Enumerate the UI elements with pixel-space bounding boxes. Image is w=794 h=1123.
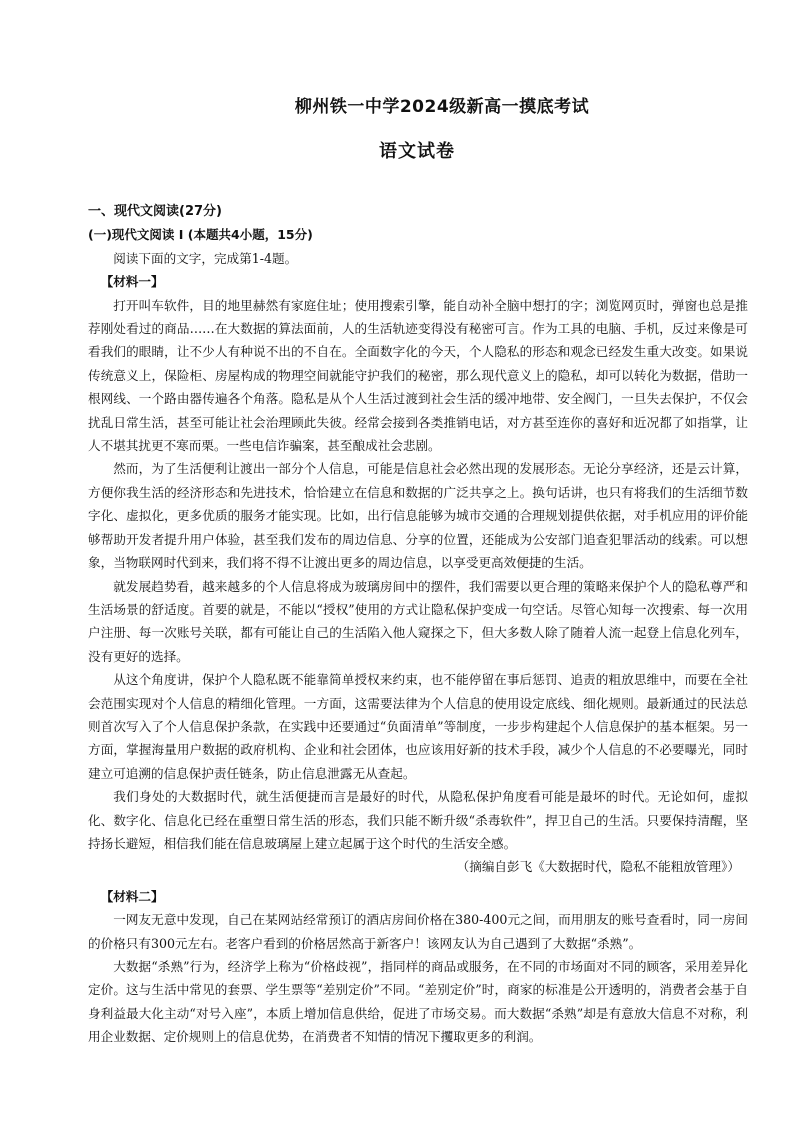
material-1-paragraph: 打开叫车软件，目的地里赫然有家庭住址；使用搜索引擎，能自动补全脑中想打的字；浏览网页时，弹窗也总是推荐刚处看过的商品……在大数据的算法面前，人的生活轨迹变得没有秘密可言。作为工具的电脑、手机，反过来像是可看我们的眼睛，让不少人有种说不出的不自在。全面数字化的今天，个人隐私的形态和观念已经发生重大改变。如果说传统意义上，保险柜、房屋构成的物理空间就能守护我们的秘密，那么现代意义上的隐私，却可以转化为数据，借助一根网线、一个路由器传遍各个角落。隐私是从个人生活过渡到社会生活的缓冲地带、安全阀门，一旦失去保护，不仅会扰乱日常生活，甚至可能让社会治理顾此失彼。经常会接到各类推销电话，对方甚至连你的喜好和近况都了如指掌，让人不堪其扰更不寒而栗。一些电信诈骗案，甚至酿成社会悲剧。 xyxy=(88,297,748,454)
material-1-paragraph: 就发展趋势看，越来越多的个人信息将成为玻璃房间中的摆件，我们需要以更合理的策略来保护个人的隐私尊严和生活场景的舒适度。首要的就是，不能以“授权”使用的方式让隐私保护变成一句空话。尽管心知每一次搜索、每一次用户注册、每一次账号关联，都有可能让自己的生活陷入他人窥探之下，但大多数人除了随着人流一起登上信息化列车，没有更好的选择。 xyxy=(88,578,748,664)
subsection-heading: (一)现代文阅读 I (本题共4小题，15分) xyxy=(88,227,313,243)
instruction: 阅读下面的文字，完成第1-4题。 xyxy=(113,250,298,266)
material-2-paragraph: 大数据“杀熟”行为，经济学上称为“价格歧视”，指同样的商品或服务，在不同的市场面对不同的顾客，采用差异化定价。这与生活中常见的套票、学生票等“差别定价”不同。“差别定价”时，商家的标准是公开透明的，消费者会基于自身利益最大化主动“对号入座”，本质上增加信息供给，促进了市场交易。而大数据“杀熟”却是有意放大信息不对称，利用企业数据、定价规则上的信息优势，在消费者不知情的情况下攫取更多的利润。 xyxy=(88,959,748,1045)
section-heading: 一、现代文阅读(27分) xyxy=(88,204,222,219)
material-2-paragraph: 一网友无意中发现，自己在某网站经常预订的酒店房间价格在380-400元之间，而用朋友的账号查看时，同一房间的价格只有300元左右。老客户看到的价格居然高于新客户！该网友认为自己遇到了大数据“杀熟”。 xyxy=(88,912,748,951)
material-1-source: （摘编自彭飞《大数据时代，隐私不能粗放管理》） xyxy=(456,859,740,875)
exam-body xyxy=(88,200,748,1049)
material-2-label: 【材料二】 xyxy=(100,888,164,904)
material-1-paragraph: 我们身处的大数据时代，就生活便捷而言是最好的时代，从隐私保护角度看可能是最坏的时代。无论如何，虚拟化、数字化、信息化已经在重塑日常生活的形态，我们只能不断升级“杀毒软件”，捍卫自己的生活。只要保持清醒，坚持扬长避短，相信我们能在信息玻璃屋上建立起属于这个时代的生活安全感。 xyxy=(88,789,748,851)
material-1-paragraph: 然而，为了生活便利让渡出一部分个人信息，可能是信息社会必然出现的发展形态。无论分享经济，还是云计算，方便你我生活的经济形态和先进技术，恰恰建立在信息和数据的广泛共享之上。换句话讲，也只有将我们的生活细节数字化、虚拟化，更多优质的服务才能实现。比如，出行信息能够为城市交通的合理规划提供依据，对手机应用的评价能够帮助开发者提升用户体验，甚至我们发布的周边信息、分享的位置，还能成为公安部门追查犯罪活动的线索。可以想象，当物联网时代到来，我们将不得不让渡出更多的周边信息，以享受更高效便捷的生活。 xyxy=(88,461,748,571)
material-1-paragraph: 从这个角度讲，保护个人隐私既不能靠简单授权来约束，也不能停留在事后惩罚、追责的粗放思维中，而要在全社会范围实现对个人信息的精细化管理。一方面，这需要法律为个人信息的使用设定底线、细化规则。最新通过的民法总则首次写入了个人信息保护条款，在实践中还要通过“负面清单”等制度，一步步构建起个人信息保护的基本框架。另一方面，掌握海量用户数据的政府机构、企业和社会团体，也应该用好新的技术手段，减少个人信息的不必要曝光，同时建立可追溯的信息保护责任链条，防止信息泄露无从查起。 xyxy=(88,672,748,781)
exam-subtitle: 语文试卷 xyxy=(379,141,455,162)
exam-title: 柳州铁一中学2024级新高一摸底考试 xyxy=(294,97,590,117)
material-1-label: 【材料一】 xyxy=(100,274,164,290)
